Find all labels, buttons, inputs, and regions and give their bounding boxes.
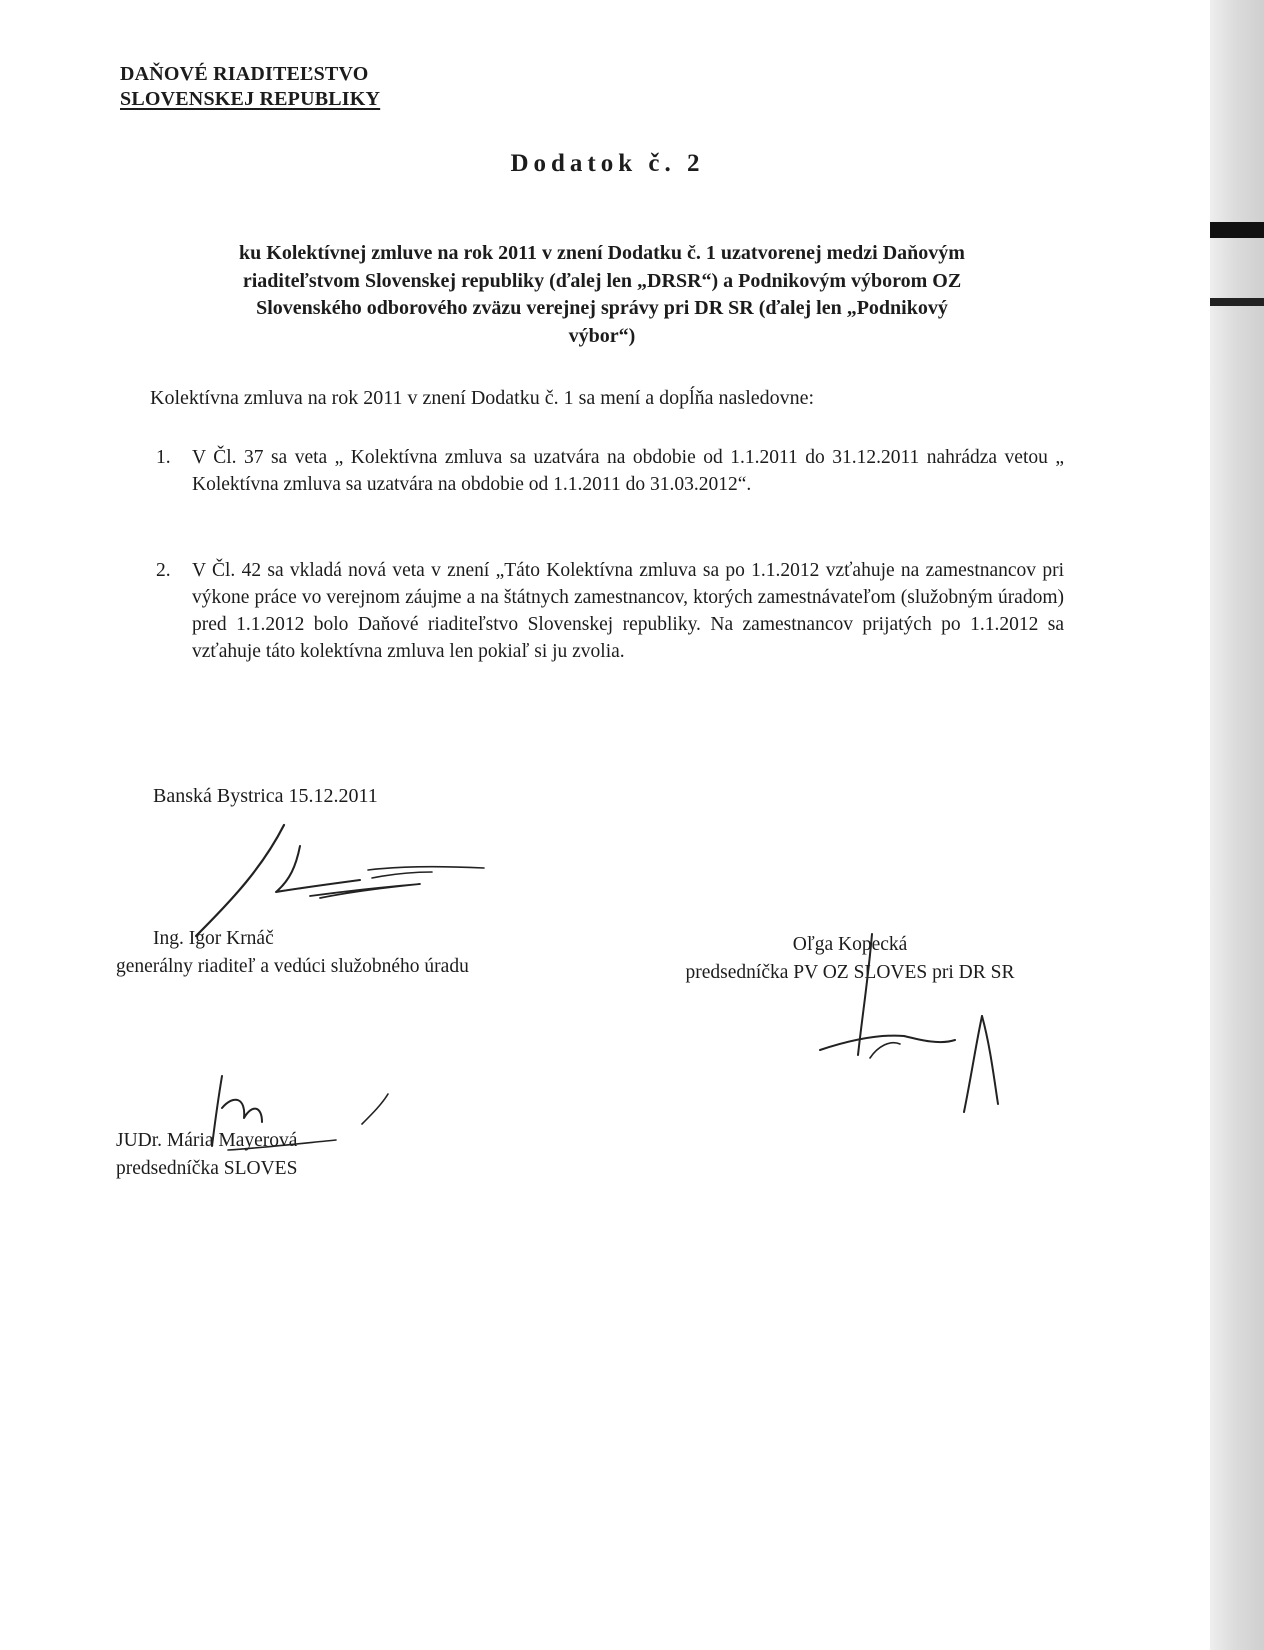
signatory-name: Ing. Igor Krnáč [153,928,274,949]
scan-edge-mark [1210,298,1264,306]
signatory-left [116,925,469,981]
subtitle-line: Slovenského odborového zväzu verejnej správy pri DR SR (ďalej len „Podnikový [256,297,948,319]
subtitle-line: ku Kolektívnej zmluve na rok 2011 v znení Dodatku č. 1 uzatvorenej medzi Daňovým [239,242,965,264]
item-number: 2. [156,560,171,581]
item-text: V Čl. 37 sa veta „ Kolektívna zmluva sa uzatvára na obdobie od 1.1.2011 do 31.12.2011 nahrádza vetou „ Kolektívna zmluva sa uzatvára na obdobie od 1.1.2011 do 31.03.2012“. [192,447,1064,495]
item-text: V Čl. 42 sa vkladá nová veta v znení „Táto Kolektívna zmluva sa po 1.1.2012 vzťahuje na zamestnancov pri výkone práce vo verejnom záujme a na štátnych zamestnancov, ktorých zamestnávateľom (služobným úradom) pred 1.1.2012 bolo Daňové riaditeľstvo Slovenskej republiky. Na zamestnancov prijatých po 1.1.2012 sa vzťahuje táto kolektívna zmluva len pokiaľ si ju zvolia. [192,560,1064,662]
issuer-header [120,62,380,112]
signatory-role: predsedníčka PV OZ SLOVES pri DR SR [685,962,1015,983]
issuer-line-2: SLOVENSKEJ REPUBLIKY [120,88,381,110]
signature-krnac [196,825,484,936]
signatory-right [620,931,1080,987]
subtitle-line: riaditeľstvom Slovenskej republiky (ďalej len „DRSR“) a Podnikovým výborom OZ [242,269,962,292]
signatory-role: predsedníčka SLOVES [116,1158,298,1179]
signatory-bottom [116,1127,297,1183]
place-and-date: Banská Bystrica 15.12.2011 [153,785,378,807]
scan-edge-mark [1210,222,1264,238]
intro-paragraph: Kolektívna zmluva na rok 2011 v znení Dodatku č. 1 sa mení a dopĺňa nasledovne: [150,387,815,409]
signatory-name: Oľga Kopecká [792,934,908,955]
subtitle-line: výbor“) [568,324,636,347]
signatory-role: generálny riaditeľ a vedúci služobného úradu [116,956,469,977]
issuer-line-1: DAŇOVÉ RIADITEĽSTVO [120,63,369,85]
document-subtitle [136,240,1068,350]
item-number: 1. [156,447,171,468]
scan-edge-shadow [1210,0,1264,1650]
signatory-name: JUDr. Mária Mayerová [116,1130,298,1151]
document-title: Dodatok č. 2 [510,150,705,177]
